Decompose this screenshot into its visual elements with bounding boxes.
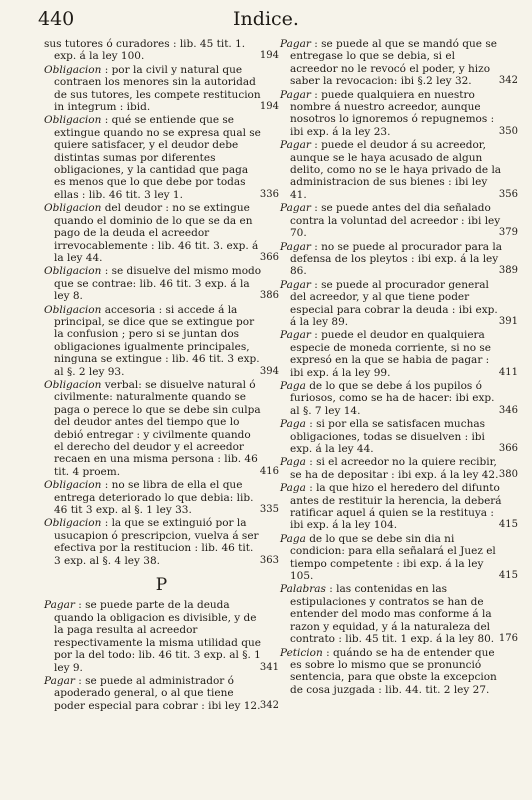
entry-text: : por la civil y natural que contraen los menores sin la autoridad de sus tutores, les compete restitucion in integrum : ibid.	[54, 63, 261, 114]
index-entry	[280, 456, 518, 481]
index-entry	[44, 265, 279, 302]
entry-text: : no se libra de ella el que entrega deteriorado lo que debia: lib. 46 tit 3 exp. al §. 1 ley 33.	[54, 479, 254, 517]
index-entry	[44, 64, 279, 114]
entry-text: : se puede antes del dia señalado contra la voluntad del acreedor : ibi ley 70.	[290, 202, 501, 240]
entry-text: : si el acreedor no la quiere recibir, se ha de depositar : ibi exp. á la ley 42.	[290, 456, 499, 481]
page-reference: 379	[498, 227, 518, 239]
entry-text: de lo que se debe á los pupilos ó furiosos, como se ha de hacer: ibi exp. al §. 7 ley 14.	[290, 379, 495, 417]
page-reference: 389	[498, 265, 518, 277]
page-reference: 194	[259, 50, 279, 62]
index-entry	[44, 675, 279, 712]
index-entry	[280, 380, 518, 417]
index-entry	[280, 202, 518, 239]
entry-term: Pagar	[44, 674, 75, 687]
page-reference: 391	[498, 315, 518, 327]
entry-term: Paga	[280, 456, 306, 469]
entry-text: de lo que se debe sin dia ni condicion: para ella señalará el Juez el tiempo competente : ibi exp. á la ley 105.	[290, 532, 496, 583]
right-column	[280, 38, 518, 697]
page-header	[18, 8, 514, 32]
entry-term: Obligacion	[44, 202, 102, 215]
entry-text: : la que hizo el heredero del difunto antes de restituir la herencia, la deberá ratificar aquel á quien se la restituya : ibi exp. á la ley 104.	[290, 482, 502, 532]
page-reference: 176	[498, 633, 518, 645]
entry-term: Paga	[280, 379, 306, 392]
page-reference: 194	[259, 101, 279, 113]
entry-term: Pagar	[280, 240, 311, 253]
page-reference: 366	[259, 251, 279, 263]
right-p-entries	[280, 38, 518, 696]
section-letter: P	[155, 575, 168, 596]
entry-term: Peticion	[280, 646, 323, 659]
entry-text: : si por ella se satisfacen muchas obligaciones, todas se disuelven : ibi exp. á la ley 44.	[290, 418, 485, 455]
page-reference: 356	[498, 188, 518, 200]
entry-term: Pagar	[280, 278, 311, 291]
index-entry	[44, 599, 279, 673]
left-o-entries	[44, 38, 279, 567]
index-entry	[280, 418, 518, 455]
entry-text: : puede el deudor en qualquiera especie de moneda corriente, si no se expresó en la que se habia de pagar : ibi exp. á la ley 99.	[290, 329, 491, 379]
entry-term: Paga	[280, 532, 306, 545]
entry-term: Palabras	[280, 583, 326, 596]
page-reference: 380	[498, 468, 518, 480]
entry-term: Obligacion	[44, 378, 102, 391]
running-title: Indice.	[233, 8, 299, 30]
page-reference: 416	[259, 465, 279, 477]
index-entry	[44, 114, 279, 201]
entry-text: : se puede parte de la deuda quando la obligacion es divisible, y de la paga resulta al acreedor respectivamente la misma utilidad que por la del todo: lib. 46 tit. 3 exp. al §. 1 ley 9.	[54, 599, 261, 674]
entry-text: : quándo se ha de entender que es sobre lo mismo que se pronunció sentencia, para que obste la excepcion de cosa juzgada : lib. 44. tit. 2 ley 27.	[290, 646, 497, 696]
index-entry	[280, 241, 518, 278]
index-entry	[280, 533, 518, 583]
entry-term: Obligacion	[44, 517, 102, 530]
index-entry	[44, 202, 279, 264]
entry-text: : se puede al administrador ó apoderado general, o al que tiene poder especial para cobrar : ibi ley 12.	[54, 674, 261, 712]
index-entry	[44, 304, 279, 378]
page-reference: 342	[498, 75, 518, 87]
entry-text: : no se puede al procurador para la defensa de los pleytos : ibi exp. á la ley 86.	[290, 240, 502, 278]
entry-term: Pagar	[280, 329, 311, 342]
entry-term: Obligacion	[44, 63, 102, 76]
entry-term: Obligacion	[44, 479, 102, 492]
index-entry	[280, 139, 518, 201]
page-reference: 366	[498, 443, 518, 454]
index-entry	[280, 482, 518, 532]
entry-text: : puede el deudor á su acreedor, aunque se le haya acusado de algun delito, como no se le haya privado de la administracion de sus bienes : ibi ley 41.	[290, 139, 502, 201]
entry-text: del deudor : no se extingue quando el dominio de lo que se da en pago de la deuda el acreedor irrevocablemente : lib. 46 tit. 3. exp. á la ley 44.	[54, 202, 259, 264]
entry-text: : se disuelve del mismo modo que se contrae: lib. 46 tit. 3 exp. á la ley 8.	[54, 265, 262, 303]
entry-term: Pagar	[280, 202, 311, 215]
entry-text: : puede qualquiera en nuestro nombre á nuestro acreedor, aunque nosotros lo ignoremos ó repugnemos : ibi exp. á la ley 23.	[290, 88, 495, 138]
page-reference: 341	[259, 661, 279, 673]
page-reference: 335	[259, 504, 279, 516]
index-entry	[44, 517, 279, 567]
entry-text: : se puede al procurador general del acreedor, y al que tiene poder especial para cobrar la deuda : ibi exp. á la ley 89.	[290, 278, 498, 328]
page-reference: 350	[498, 125, 518, 137]
entry-text: : la que se extinguió por la usucapion ó prescripcion, vuelva á ser efectiva por la restitucion : lib. 46 tit. 3 exp. al §. 4 ley 38.	[54, 517, 259, 567]
entry-term: Obligacion	[44, 265, 102, 278]
page-reference: 394	[259, 365, 279, 377]
page-reference: 415	[498, 519, 518, 531]
index-entry	[44, 38, 279, 63]
page-reference: 415	[498, 570, 518, 582]
page-reference: 346	[498, 404, 518, 416]
entry-term: Paga	[280, 418, 306, 431]
page-reference: 342	[259, 699, 279, 711]
page-reference: 336	[259, 188, 279, 200]
entry-term: Obligacion	[44, 114, 102, 127]
entry-text: : se puede al que se mandó que se entregase lo que se debia, si el acreedor no le revocó el poder, y hizo saber la revocacion: ibi §.2 ley 32.	[290, 38, 497, 88]
page-number: 440	[38, 8, 75, 30]
entry-text: : las contenidas en las estipulaciones y contratos se han de entender del modo mas conforme á la razon y equidad, y á la naturaleza del contrato : lib. 45 tit. 1 exp. á la ley 80.	[290, 583, 495, 646]
entry-term: Pagar	[280, 38, 311, 50]
entry-term: Paga	[280, 482, 306, 495]
index-entry	[280, 279, 518, 329]
index-entry	[280, 583, 518, 645]
page-reference: 363	[259, 554, 279, 566]
index-entry	[44, 379, 279, 478]
index-entry	[280, 38, 518, 88]
entry-text: : qué se entiende que se extingue quando no se expresa qual se quiere satisfacer, y el deudor debe distintas sumas por diferentes obligaciones, y la cantidad que paga es menos que lo que debe por todas ellas : lib. 46 tit. 3 ley 1.	[54, 114, 261, 201]
entry-term: Pagar	[280, 88, 311, 101]
entry-term: Obligacion	[44, 303, 102, 316]
index-entry	[280, 89, 518, 139]
entry-text: accesoria : si accede á la principal, se dice que se extingue por la confusion ; pero si se juntan dos obligaciones igualmente principales, ninguna se extingue : lib. 46 tit. 3 exp. al §. 2 ley 93.	[54, 303, 260, 378]
left-column	[44, 38, 279, 713]
page-reference: 411	[498, 366, 518, 378]
entry-text: sus tutores ó curadores : lib. 45 tit. 1. exp. á la ley 100.	[44, 38, 246, 63]
index-entry	[44, 479, 279, 516]
entry-text: verbal: se disuelve natural ó civilmente: naturalmente quando se paga o perece lo que se debe sin culpa del deudor antes del tiempo que lo debió entregar : y civilmente quando el derecho del deudor y el acreedor recaen en una misma persona : lib. 46 tit. 4 proem.	[54, 378, 261, 478]
entry-term: Pagar	[44, 599, 75, 612]
index-entry	[280, 647, 518, 697]
index-entry	[280, 329, 518, 379]
page-reference: 386	[259, 290, 279, 302]
entry-term: Pagar	[280, 139, 311, 152]
left-p-entries	[44, 599, 279, 712]
